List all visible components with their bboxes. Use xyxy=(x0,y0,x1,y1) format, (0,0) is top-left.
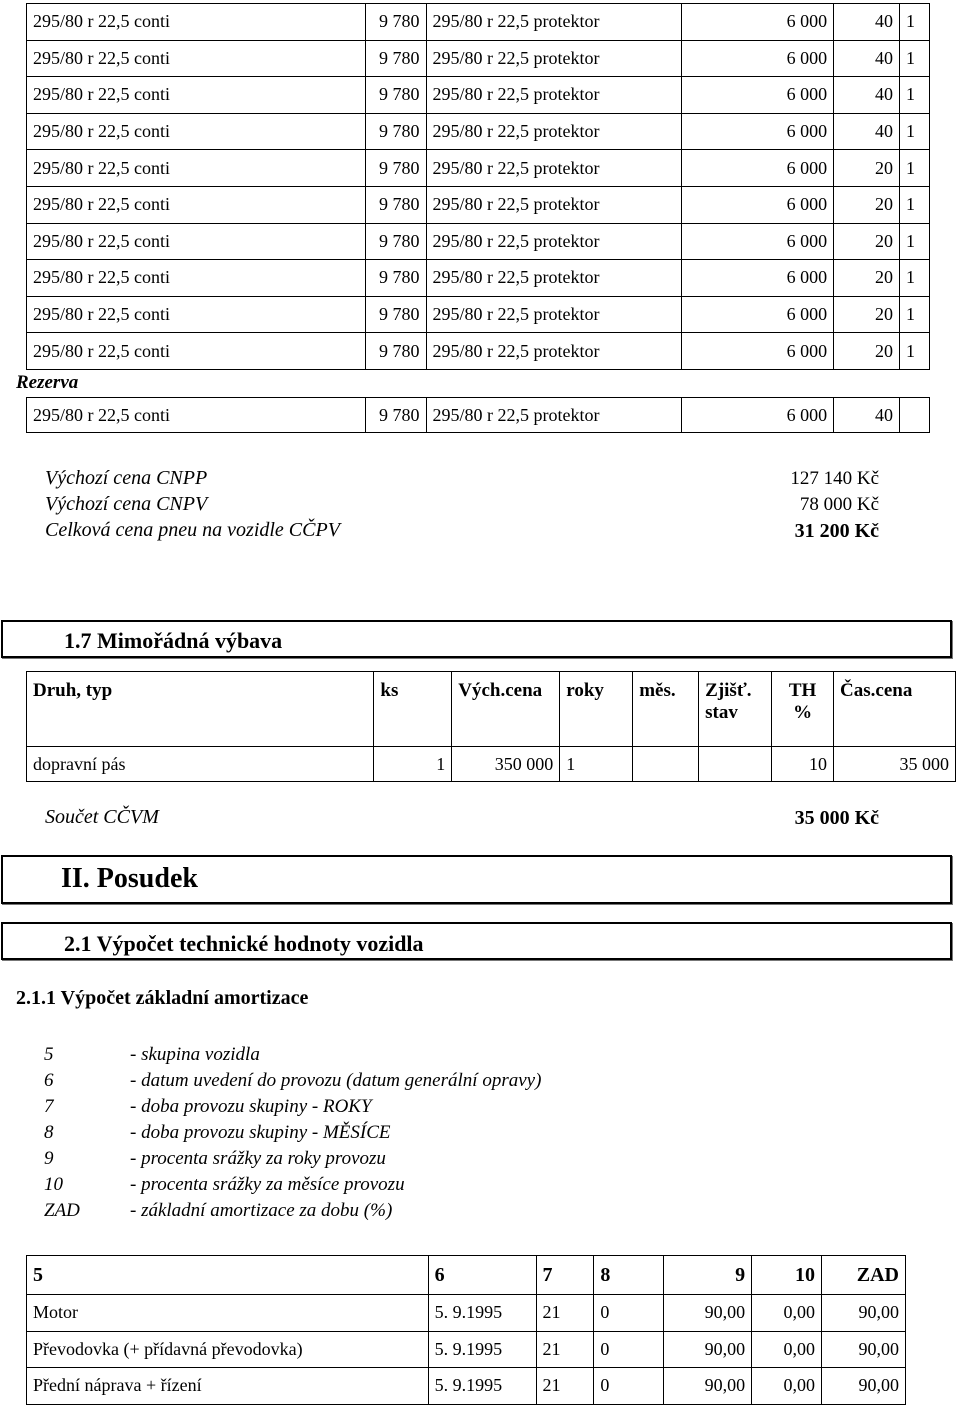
table-row xyxy=(27,113,930,150)
tire-qty: 1 xyxy=(899,77,929,114)
col-years: roky xyxy=(560,672,633,747)
ccpv-value: 31 200 Kč xyxy=(794,520,879,542)
tire-price: 9 780 xyxy=(365,113,426,150)
tire-price: 9 780 xyxy=(365,333,426,370)
tire-price: 9 780 xyxy=(365,398,426,433)
amort-header-cell: 10 xyxy=(752,1256,822,1295)
table-row xyxy=(27,186,930,223)
tire-name: 295/80 r 22,5 conti xyxy=(27,186,366,223)
tire-name: 295/80 r 22,5 conti xyxy=(27,398,366,433)
col-ks: ks xyxy=(374,672,452,747)
col-state-line1: Zjišť. xyxy=(705,680,752,701)
legend-item xyxy=(44,1172,541,1198)
amort-cell: 90,00 xyxy=(664,1295,752,1332)
tire-qty: 1 xyxy=(899,186,929,223)
legend-item xyxy=(44,1120,541,1146)
tire-qty: 1 xyxy=(899,150,929,187)
tread-price: 6 000 xyxy=(682,113,834,150)
extra-heading: 1.7 Mimořádná výbava xyxy=(64,628,283,653)
tire-name: 295/80 r 22,5 conti xyxy=(27,150,366,187)
amort-cell: 90,00 xyxy=(822,1295,906,1332)
legend-code: 8 xyxy=(44,1122,54,1143)
extra-ks: 1 xyxy=(374,747,452,782)
extra-sum-label: Součet CČVM xyxy=(45,806,159,828)
tread-price: 6 000 xyxy=(682,260,834,297)
tire-name: 295/80 r 22,5 conti xyxy=(27,260,366,297)
legend-text: - procenta srážky za měsíce provozu xyxy=(130,1174,405,1195)
tire-price: 9 780 xyxy=(365,296,426,333)
amort-cell: 90,00 xyxy=(822,1368,906,1405)
tire-pct: 20 xyxy=(834,333,900,370)
col-state-line2: stav xyxy=(705,702,738,723)
extra-sum-value: 35 000 Kč xyxy=(794,807,879,829)
table-row xyxy=(27,1331,906,1368)
table-row xyxy=(27,1295,906,1332)
tire-qty xyxy=(900,398,930,433)
tire-price: 9 780 xyxy=(365,186,426,223)
amort-cell: Přední náprava + řízení xyxy=(27,1368,429,1405)
tire-qty: 1 xyxy=(899,296,929,333)
legend-code: 7 xyxy=(44,1096,54,1117)
extra-price: 350 000 xyxy=(452,747,560,782)
table-header xyxy=(27,1256,906,1295)
tread-name: 295/80 r 22,5 protektor xyxy=(426,150,682,187)
tire-price: 9 780 xyxy=(365,40,426,77)
tire-pct: 20 xyxy=(834,223,900,260)
tire-qty: 1 xyxy=(899,113,929,150)
amort-cell: 0,00 xyxy=(752,1331,822,1368)
amort-cell: 5. 9.1995 xyxy=(428,1295,536,1332)
section21-heading: 2.1 Výpočet technické hodnoty vozidla xyxy=(64,931,424,956)
tread-name: 295/80 r 22,5 protektor xyxy=(426,260,682,297)
legend-code: 6 xyxy=(44,1070,54,1091)
cnpv-label: Výchozí cena CNPV xyxy=(45,493,208,515)
tire-pct: 40 xyxy=(834,40,900,77)
tread-price: 6 000 xyxy=(682,398,834,433)
table-row xyxy=(27,260,930,297)
legend-text: - doba provozu skupiny - ROKY xyxy=(130,1096,372,1117)
cnpv-value: 78 000 Kč xyxy=(799,494,879,515)
tread-price: 6 000 xyxy=(682,150,834,187)
col-months: měs. xyxy=(633,672,699,747)
tread-price: 6 000 xyxy=(682,223,834,260)
tire-name: 295/80 r 22,5 conti xyxy=(27,40,366,77)
ccpv-label: Celková cena pneu na vozidle CČPV xyxy=(45,519,340,541)
tread-name: 295/80 r 22,5 protektor xyxy=(426,398,682,433)
tire-pct: 40 xyxy=(834,398,900,433)
tire-name: 295/80 r 22,5 conti xyxy=(27,113,366,150)
amort-cell: Motor xyxy=(27,1295,429,1332)
amort-cell: 21 xyxy=(536,1331,594,1368)
tread-name: 295/80 r 22,5 protektor xyxy=(426,113,682,150)
tread-price: 6 000 xyxy=(682,296,834,333)
legend-text: - procenta srážky za roky provozu xyxy=(130,1148,386,1169)
legend-text: - skupina vozidla xyxy=(130,1044,260,1065)
amort-cell: 0,00 xyxy=(752,1295,822,1332)
legend-code: 9 xyxy=(44,1148,54,1169)
col-th xyxy=(772,672,834,747)
tire-table xyxy=(26,3,930,370)
amort-header-cell: 7 xyxy=(536,1256,594,1295)
tread-price: 6 000 xyxy=(682,333,834,370)
section2-box xyxy=(1,855,952,904)
tire-price: 9 780 xyxy=(365,223,426,260)
legend-item xyxy=(44,1068,541,1094)
amort-cell: 0 xyxy=(594,1368,664,1405)
tread-name: 295/80 r 22,5 protektor xyxy=(426,40,682,77)
amort-cell: 0 xyxy=(594,1295,664,1332)
tread-name: 295/80 r 22,5 protektor xyxy=(426,223,682,260)
extra-months xyxy=(633,747,699,782)
legend-item xyxy=(44,1198,541,1224)
amort-cell: 0 xyxy=(594,1331,664,1368)
tire-qty: 1 xyxy=(899,4,929,41)
legend-item xyxy=(44,1094,541,1120)
legend-code: ZAD xyxy=(44,1200,80,1221)
tread-name: 295/80 r 22,5 protektor xyxy=(426,296,682,333)
col-price: Vých.cena xyxy=(452,672,560,747)
amort-table xyxy=(26,1255,906,1405)
amort-cell: 21 xyxy=(536,1295,594,1332)
reserve-label: Rezerva xyxy=(16,372,79,393)
tire-qty: 1 xyxy=(899,40,929,77)
amort-header-cell: 6 xyxy=(428,1256,536,1295)
col-type: Druh, typ xyxy=(27,672,374,747)
table-row xyxy=(27,4,930,41)
table-row xyxy=(27,1368,906,1405)
tire-qty: 1 xyxy=(899,223,929,260)
legend-code: 10 xyxy=(44,1174,63,1195)
amort-cell: Převodovka (+ přídavná převodovka) xyxy=(27,1331,429,1368)
tread-price: 6 000 xyxy=(682,186,834,223)
extra-th: 10 xyxy=(772,747,834,782)
tread-name: 295/80 r 22,5 protektor xyxy=(426,333,682,370)
tire-name: 295/80 r 22,5 conti xyxy=(27,223,366,260)
tread-name: 295/80 r 22,5 protektor xyxy=(426,4,682,41)
legend-item xyxy=(44,1042,541,1068)
tire-pct: 40 xyxy=(834,113,900,150)
reserve-table xyxy=(26,397,930,433)
amort-header-cell: ZAD xyxy=(822,1256,906,1295)
amort-header-cell: 8 xyxy=(594,1256,664,1295)
tread-name: 295/80 r 22,5 protektor xyxy=(426,186,682,223)
tire-pct: 20 xyxy=(834,296,900,333)
tire-price: 9 780 xyxy=(365,77,426,114)
legend-code: 5 xyxy=(44,1044,54,1065)
table-row xyxy=(27,333,930,370)
col-state xyxy=(699,672,772,747)
table-row xyxy=(27,747,956,782)
legend-text: - datum uvedení do provozu (datum generální opravy) xyxy=(130,1070,542,1091)
amort-cell: 21 xyxy=(536,1368,594,1405)
cnpp-value: 127 140 Kč xyxy=(790,468,879,489)
tire-price: 9 780 xyxy=(365,260,426,297)
section21-box xyxy=(1,922,952,960)
tire-price: 9 780 xyxy=(365,150,426,187)
tire-qty: 1 xyxy=(899,333,929,370)
tire-name: 295/80 r 22,5 conti xyxy=(27,296,366,333)
amort-cell: 5. 9.1995 xyxy=(428,1331,536,1368)
col-th-line1: TH xyxy=(788,680,817,701)
extra-years: 1 xyxy=(560,747,633,782)
table-row xyxy=(27,150,930,187)
extra-type: dopravní pás xyxy=(27,747,374,782)
amort-cell: 90,00 xyxy=(664,1368,752,1405)
amort-cell: 90,00 xyxy=(664,1331,752,1368)
legend-text: - doba provozu skupiny - MĚSÍCE xyxy=(130,1122,391,1143)
section211-heading: 2.1.1 Výpočet základní amortizace xyxy=(16,987,309,1009)
table-row xyxy=(27,40,930,77)
amort-header-cell: 5 xyxy=(27,1256,429,1295)
tire-pct: 20 xyxy=(834,150,900,187)
legend-text: - základní amortizace za dobu (%) xyxy=(130,1200,393,1221)
section2-heading: II. Posudek xyxy=(61,863,198,894)
tire-price: 9 780 xyxy=(365,4,426,41)
col-th-line2: % xyxy=(793,702,813,723)
legend-item xyxy=(44,1146,541,1172)
amort-cell: 5. 9.1995 xyxy=(428,1368,536,1405)
amort-cell: 0,00 xyxy=(752,1368,822,1405)
col-current: Čas.cena xyxy=(834,672,956,747)
tire-pct: 20 xyxy=(834,260,900,297)
cnpp-label: Výchozí cena CNPP xyxy=(45,467,208,489)
legend xyxy=(44,1042,541,1224)
tread-price: 6 000 xyxy=(682,4,834,41)
extra-state xyxy=(699,747,772,782)
table-header xyxy=(27,672,956,747)
tread-price: 6 000 xyxy=(682,40,834,77)
table-row xyxy=(27,398,930,433)
tread-price: 6 000 xyxy=(682,77,834,114)
tread-name: 295/80 r 22,5 protektor xyxy=(426,77,682,114)
extra-current: 35 000 xyxy=(834,747,956,782)
tire-pct: 40 xyxy=(834,4,900,41)
table-row xyxy=(27,296,930,333)
extra-table xyxy=(26,671,956,782)
tire-pct: 40 xyxy=(834,77,900,114)
tire-name: 295/80 r 22,5 conti xyxy=(27,4,366,41)
table-row xyxy=(27,223,930,260)
tire-name: 295/80 r 22,5 conti xyxy=(27,77,366,114)
amort-header-cell: 9 xyxy=(664,1256,752,1295)
amort-cell: 90,00 xyxy=(822,1331,906,1368)
tire-name: 295/80 r 22,5 conti xyxy=(27,333,366,370)
extra-heading-box xyxy=(1,620,952,658)
table-row xyxy=(27,77,930,114)
tire-pct: 20 xyxy=(834,186,900,223)
tire-qty: 1 xyxy=(899,260,929,297)
